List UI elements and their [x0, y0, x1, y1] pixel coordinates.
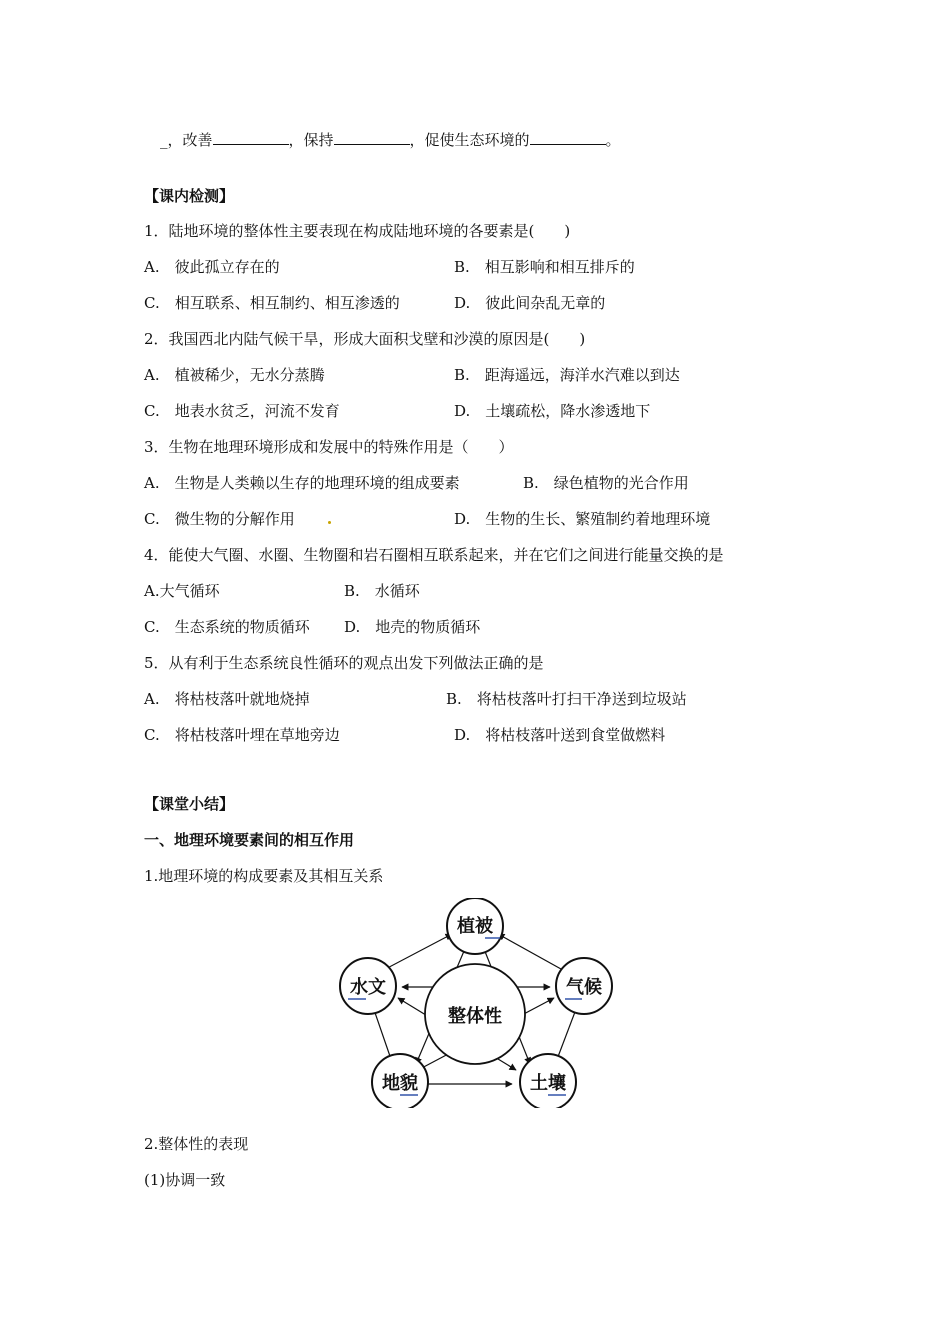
q3-option-d[interactable]: D. 生物的生长、繁殖制约着地理环境	[454, 510, 711, 528]
section-heading-check: 【课内检测】	[144, 187, 235, 205]
question-3-stem: 3．生物在地理环境形成和发展中的特殊作用是（ ）	[144, 438, 514, 456]
question-2-stem: 2．我国西北内陆气候干旱，形成大面积戈壁和沙漠的原因是( )	[144, 330, 586, 348]
q2-option-a[interactable]: A. 植被稀少，无水分蒸腾	[144, 366, 325, 384]
q2-option-c[interactable]: C. 地表水贫乏，河流不发育	[144, 402, 340, 420]
node-climate	[556, 958, 612, 1014]
center-label: 整体性	[448, 1006, 502, 1027]
question-4-stem: 4．能使大气圈、水圈、生物圈和岩石圈相互联系起来，并在它们之间进行能量交换的是	[144, 546, 724, 564]
heading-1: 一、地理环境要素间的相互作用	[144, 831, 355, 849]
blank-1[interactable]	[213, 128, 289, 145]
q3-option-c[interactable]: C. 微生物的分解作用	[144, 510, 295, 528]
q3-option-a[interactable]: A. 生物是人类赖以生存的地理环境的组成要素	[144, 474, 460, 492]
q1-option-c[interactable]: C. 相互联系、相互制约、相互渗透的	[144, 294, 400, 312]
blank-3[interactable]	[530, 128, 606, 145]
svg-text:地貌: 地貌	[382, 1073, 418, 1094]
blank-2[interactable]	[334, 128, 410, 145]
svg-text:植被: 植被	[457, 916, 493, 937]
node-hydrology	[340, 958, 396, 1014]
q5-option-c[interactable]: C. 将枯枝落叶埋在草地旁边	[144, 726, 340, 744]
fill-mid1: ，保持	[288, 131, 334, 149]
svg-text:土壤: 土壤	[530, 1073, 566, 1094]
q3-option-b[interactable]: B. 绿色植物的光合作用	[523, 474, 689, 492]
q5-option-b[interactable]: B. 将枯枝落叶打扫干净送到垃圾站	[446, 690, 687, 708]
q1-option-d[interactable]: D. 彼此间杂乱无章的	[454, 294, 606, 312]
q4-option-a[interactable]: A.大气循环	[144, 582, 220, 600]
fill-lead: _，改善	[160, 131, 213, 149]
fill-mid2: ，促使生态环境的	[409, 131, 530, 149]
q2-option-b[interactable]: B. 距海遥远，海洋水汽难以到达	[454, 366, 680, 384]
node-soil	[520, 1054, 576, 1108]
fill-in-line	[160, 128, 621, 150]
q1-option-a[interactable]: A. 彼此孤立存在的	[144, 258, 280, 276]
integrity-diagram	[330, 898, 630, 1108]
subheading-2-1: (1)协调一致	[144, 1171, 226, 1189]
q2-option-d[interactable]: D. 土壤疏松，降水渗透地下	[454, 402, 651, 420]
q4-option-c[interactable]: C. 生态系统的物质循环	[144, 618, 310, 636]
svg-text:水文: 水文	[350, 977, 386, 998]
question-1-stem: 1．陆地环境的整体性主要表现在构成陆地环境的各要素是( )	[144, 222, 571, 240]
fill-end: 。	[605, 131, 621, 149]
node-landform	[372, 1054, 428, 1108]
section-heading-summary: 【课堂小结】	[144, 795, 235, 813]
q1-option-b[interactable]: B. 相互影响和相互排斥的	[454, 258, 635, 276]
node-vegetation	[447, 898, 503, 954]
q5-option-d[interactable]: D. 将枯枝落叶送到食堂做燃料	[454, 726, 666, 744]
subheading-2: 2.整体性的表现	[144, 1135, 249, 1153]
q5-option-a[interactable]: A. 将枯枝落叶就地烧掉	[144, 690, 310, 708]
subheading-1: 1.地理环境的构成要素及其相互关系	[144, 867, 384, 885]
q4-option-d[interactable]: D. 地壳的物质循环	[344, 618, 481, 636]
svg-text:气候: 气候	[566, 977, 602, 998]
center-circle	[425, 964, 525, 1064]
question-5-stem: 5．从有利于生态系统良性循环的观点出发下列做法正确的是	[144, 654, 544, 672]
stray-dot	[328, 521, 331, 524]
q4-option-b[interactable]: B. 水循环	[344, 582, 420, 600]
